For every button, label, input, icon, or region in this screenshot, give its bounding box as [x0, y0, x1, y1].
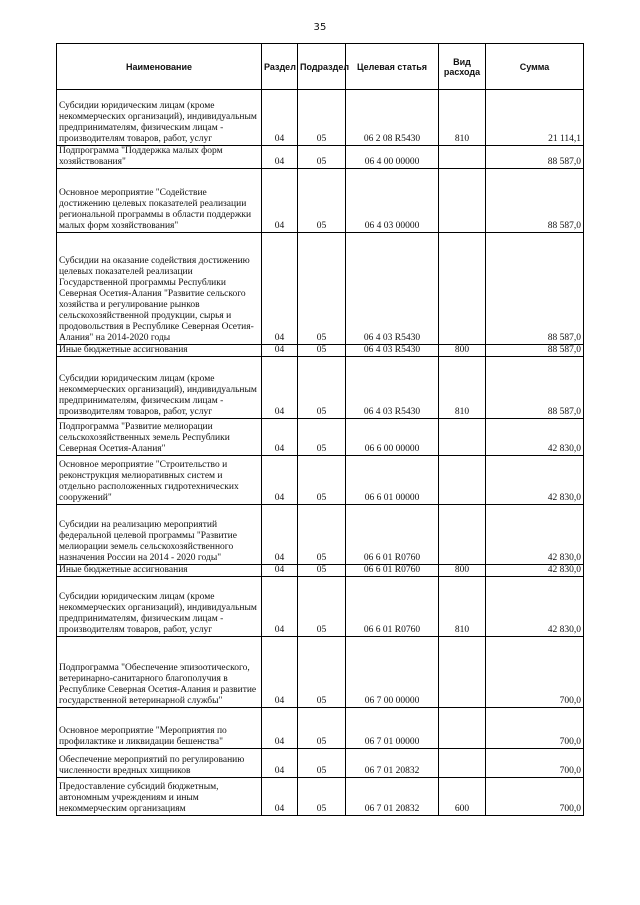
table-row — [57, 90, 584, 146]
cell-razdel: 04 — [262, 749, 298, 778]
cell-podrazdel: 05 — [298, 708, 346, 749]
cell-name: Иные бюджетные ассигнования — [57, 345, 262, 357]
cell-razdel: 04 — [262, 778, 298, 816]
header-podrazdel: Подраздел — [298, 44, 346, 90]
cell-statya: 06 6 01 00000 — [346, 456, 439, 505]
cell-podrazdel: 05 — [298, 357, 346, 419]
cell-vid — [439, 456, 486, 505]
cell-name: Иные бюджетные ассигнования — [57, 565, 262, 577]
cell-statya: 06 7 00 00000 — [346, 637, 439, 708]
cell-summa: 88 587,0 — [486, 146, 584, 169]
header-name: Наименование — [57, 44, 262, 90]
cell-razdel: 04 — [262, 637, 298, 708]
cell-razdel: 04 — [262, 456, 298, 505]
cell-summa: 42 830,0 — [486, 456, 584, 505]
cell-statya: 06 6 01 R0760 — [346, 565, 439, 577]
cell-summa: 88 587,0 — [486, 357, 584, 419]
cell-name: Субсидии юридическим лицам (кроме некоммерческих организаций), индивидуальным предпринимателям, физическим лицам - производителям товаров, работ, услуг — [57, 90, 262, 146]
cell-vid — [439, 749, 486, 778]
cell-summa: 88 587,0 — [486, 345, 584, 357]
cell-statya: 06 6 01 R0760 — [346, 505, 439, 565]
cell-statya: 06 6 01 R0760 — [346, 577, 439, 637]
cell-vid — [439, 708, 486, 749]
cell-vid: 600 — [439, 778, 486, 816]
table-row — [57, 708, 584, 749]
table-row — [57, 419, 584, 456]
cell-podrazdel: 05 — [298, 577, 346, 637]
table-row — [57, 505, 584, 565]
page-number: 35 — [313, 22, 327, 33]
cell-name: Основное мероприятие "Содействие достижению целевых показателей реализации региональной программы в области поддержки малых форм хозяйствования" — [57, 169, 262, 233]
table-row — [57, 146, 584, 169]
cell-summa: 700,0 — [486, 778, 584, 816]
table-row — [57, 345, 584, 357]
cell-vid — [439, 146, 486, 169]
cell-podrazdel: 05 — [298, 637, 346, 708]
cell-name: Подпрограмма "Обеспечение эпизоотического, ветеринарно-санитарного благополучия в Республике Северная Осетия-Алания и развитие государственной ветеринарной службы" — [57, 637, 262, 708]
cell-name: Субсидии на оказание содействия достижению целевых показателей реализации Государственной программы Республики Северная Осетия-Алания "Развитие сельского хозяйства и регулирование рынков сельскохозяйственной продукции, сырья и продовольствия в Республике Северная Осетия-Алания" на 2014-2020 годы — [57, 233, 262, 345]
table-row — [57, 565, 584, 577]
header-summa: Сумма — [486, 44, 584, 90]
cell-vid — [439, 169, 486, 233]
cell-razdel: 04 — [262, 505, 298, 565]
cell-vid — [439, 637, 486, 708]
cell-razdel: 04 — [262, 90, 298, 146]
cell-name: Субсидии на реализацию мероприятий федеральной целевой программы "Развитие мелиорации земель сельскохозяйственного назначения России на 2014 - 2020 годы" — [57, 505, 262, 565]
table-row — [57, 577, 584, 637]
cell-razdel: 04 — [262, 419, 298, 456]
cell-statya: 06 7 01 20832 — [346, 749, 439, 778]
cell-podrazdel: 05 — [298, 505, 346, 565]
cell-vid — [439, 419, 486, 456]
cell-vid — [439, 233, 486, 345]
cell-summa: 21 114,1 — [486, 90, 584, 146]
cell-razdel: 04 — [262, 345, 298, 357]
cell-vid — [439, 505, 486, 565]
cell-podrazdel: 05 — [298, 565, 346, 577]
cell-name: Подпрограмма "Поддержка малых форм хозяйствования" — [57, 146, 262, 169]
header-razdel: Раздел — [262, 44, 298, 90]
cell-razdel: 04 — [262, 357, 298, 419]
cell-summa: 700,0 — [486, 637, 584, 708]
cell-name: Субсидии юридическим лицам (кроме некоммерческих организаций), индивидуальным предпринимателям, физическим лицам - производителям товаров, работ, услуг — [57, 577, 262, 637]
cell-statya: 06 7 01 00000 — [346, 708, 439, 749]
cell-summa: 700,0 — [486, 749, 584, 778]
cell-statya: 06 7 01 20832 — [346, 778, 439, 816]
cell-name: Предоставление субсидий бюджетным, автономным учреждениям и иным некоммерческим организациям — [57, 778, 262, 816]
cell-summa: 700,0 — [486, 708, 584, 749]
cell-razdel: 04 — [262, 233, 298, 345]
cell-razdel: 04 — [262, 708, 298, 749]
cell-podrazdel: 05 — [298, 456, 346, 505]
cell-podrazdel: 05 — [298, 749, 346, 778]
table-row — [57, 456, 584, 505]
cell-name: Основное мероприятие "Мероприятия по профилактике и ликвидации бешенства" — [57, 708, 262, 749]
table-row — [57, 357, 584, 419]
table-row — [57, 233, 584, 345]
cell-summa: 88 587,0 — [486, 169, 584, 233]
cell-vid: 810 — [439, 357, 486, 419]
cell-summa: 42 830,0 — [486, 419, 584, 456]
cell-razdel: 04 — [262, 169, 298, 233]
table-row — [57, 749, 584, 778]
header-statya: Целевая статья — [346, 44, 439, 90]
cell-name: Подпрограмма "Развитие мелиорации сельскохозяйственных земель Республики Северная Осетия-Алания" — [57, 419, 262, 456]
cell-statya: 06 4 00 00000 — [346, 146, 439, 169]
cell-summa: 42 830,0 — [486, 505, 584, 565]
table-row — [57, 169, 584, 233]
table-row — [57, 778, 584, 816]
cell-razdel: 04 — [262, 565, 298, 577]
cell-summa: 88 587,0 — [486, 233, 584, 345]
cell-name: Основное мероприятие "Строительство и реконструкция мелиоративных систем и отдельно расположенных гидротехнических сооружений" — [57, 456, 262, 505]
cell-name: Субсидии юридическим лицам (кроме некоммерческих организаций), индивидуальным предпринимателям, физическим лицам - производителям товаров, работ, услуг — [57, 357, 262, 419]
cell-statya: 06 4 03 R5430 — [346, 233, 439, 345]
budget-table — [56, 43, 584, 816]
table-row — [57, 637, 584, 708]
cell-summa: 42 830,0 — [486, 565, 584, 577]
cell-podrazdel: 05 — [298, 169, 346, 233]
cell-summa: 42 830,0 — [486, 577, 584, 637]
cell-statya: 06 4 03 R5430 — [346, 345, 439, 357]
cell-razdel: 04 — [262, 146, 298, 169]
table-header-row — [57, 44, 584, 90]
cell-vid: 810 — [439, 90, 486, 146]
cell-vid: 800 — [439, 345, 486, 357]
cell-podrazdel: 05 — [298, 778, 346, 816]
cell-podrazdel: 05 — [298, 345, 346, 357]
cell-statya: 06 6 00 00000 — [346, 419, 439, 456]
cell-vid: 810 — [439, 577, 486, 637]
cell-podrazdel: 05 — [298, 233, 346, 345]
cell-name: Обеспечение мероприятий по регулированию численности вредных хищников — [57, 749, 262, 778]
cell-statya: 06 4 03 00000 — [346, 169, 439, 233]
cell-podrazdel: 05 — [298, 146, 346, 169]
cell-razdel: 04 — [262, 577, 298, 637]
cell-statya: 06 4 03 R5430 — [346, 357, 439, 419]
cell-podrazdel: 05 — [298, 419, 346, 456]
cell-statya: 06 2 08 R5430 — [346, 90, 439, 146]
cell-podrazdel: 05 — [298, 90, 346, 146]
header-vid: Вид расхода — [439, 44, 486, 90]
cell-vid: 800 — [439, 565, 486, 577]
